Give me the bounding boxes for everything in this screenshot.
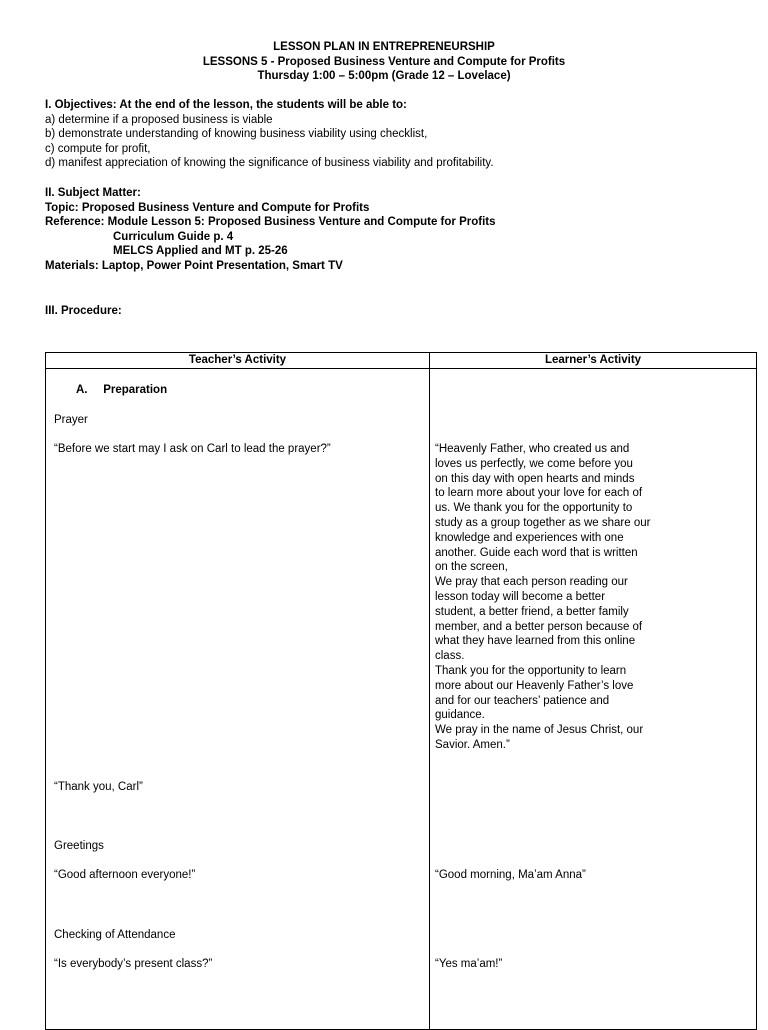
prayer-line: another. Guide each word that is written xyxy=(435,546,638,559)
table-header-row xyxy=(46,353,757,369)
teacher-activity-cell xyxy=(46,369,430,1030)
subject-matter-heading: II. Subject Matter: xyxy=(45,187,141,199)
prayer-line: member, and a better person because of xyxy=(435,620,643,633)
prayer-line: loves us perfectly, we come before you xyxy=(435,457,633,470)
prayer-line: what they have learned from this online xyxy=(435,635,636,648)
procedure-section xyxy=(45,304,735,319)
document-header xyxy=(0,40,768,84)
prayer-line: We pray in the name of Jesus Christ, our xyxy=(435,724,644,737)
objective-item: a) determine if a proposed business is viable xyxy=(45,113,273,126)
document-title: LESSON PLAN IN ENTREPRENEURSHIP xyxy=(273,41,495,53)
prayer-line: study as a group together as we share our xyxy=(435,516,651,529)
teacher-greeting: “Good afternoon everyone!” xyxy=(54,869,196,881)
lesson-title: LESSONS 5 - Proposed Business Venture and Compute for Profits xyxy=(202,55,566,68)
attendance-question: “Is everybody’s present class?” xyxy=(54,958,213,970)
attendance-label: Checking of Attendance xyxy=(54,929,176,941)
subject-materials: Materials: Laptop, Power Point Presentation, Smart TV xyxy=(45,259,343,272)
learner-activity-cell xyxy=(430,369,757,1030)
prayer-line: Thank you for the opportunity to learn xyxy=(435,664,627,677)
learner-prayer xyxy=(435,442,752,753)
prayer-line: us. We thank you for the opportunity to xyxy=(435,502,633,515)
prayer-line: on the screen, xyxy=(435,561,508,574)
prayer-line: and for our teachers’ patience and xyxy=(435,694,610,707)
prayer-line: more about our Heavenly Father’s love xyxy=(435,679,634,692)
prayer-line: on this day with open hearts and minds xyxy=(435,472,635,485)
prayer-line: Savior. Amen.” xyxy=(435,738,510,751)
learner-greeting-reply: “Good morning, Ma’am Anna” xyxy=(435,869,586,881)
prayer-line: to learn more about your love for each of xyxy=(435,487,643,500)
learner-attendance-reply: “Yes ma’am!” xyxy=(435,958,503,970)
prayer-line: “Heavenly Father, who created us and xyxy=(435,443,630,455)
section-letter: A. xyxy=(76,384,88,396)
objective-item: c) compute for profit, xyxy=(45,142,151,155)
prayer-line: We pray that each person reading our xyxy=(435,576,628,589)
learner-activity-header: Learner’s Activity xyxy=(430,353,757,369)
procedure-table xyxy=(45,352,757,1030)
table-row xyxy=(46,369,757,1030)
prayer-label: Prayer xyxy=(54,414,88,426)
subject-reference-curriculum: Curriculum Guide p. 4 xyxy=(113,230,234,243)
lesson-schedule: Thursday 1:00 – 5:00pm (Grade 12 – Lovelace) xyxy=(257,70,511,83)
prayer-line: student, a better friend, a better family xyxy=(435,605,629,618)
objective-item: b) demonstrate understanding of knowing business viability using checklist, xyxy=(45,128,428,141)
prayer-line: guidance. xyxy=(435,709,485,722)
prayer-line: class. xyxy=(435,650,465,663)
prayer-request: “Before we start may I ask on Carl to lead the prayer?” xyxy=(54,443,331,455)
objectives-section xyxy=(45,98,735,171)
thanks-text: “Thank you, Carl” xyxy=(54,781,143,793)
subject-reference: Reference: Module Lesson 5: Proposed Business Venture and Compute for Profits xyxy=(45,216,496,229)
prayer-line: lesson today will become a better xyxy=(435,590,606,603)
subject-reference-melcs: MELCS Applied and MT p. 25-26 xyxy=(113,245,288,258)
objectives-heading: I. Objectives: At the end of the lesson, the students will be able to: xyxy=(45,99,407,111)
objective-item: d) manifest appreciation of knowing the significance of business viability and profitability. xyxy=(45,157,494,170)
subject-matter-section xyxy=(45,186,735,274)
section-heading xyxy=(54,383,421,398)
teacher-activity-header: Teacher’s Activity xyxy=(46,353,430,369)
subject-topic: Topic: Proposed Business Venture and Compute for Profits xyxy=(45,201,370,214)
greetings-label: Greetings xyxy=(54,840,104,852)
prayer-line: knowledge and experiences with one xyxy=(435,531,624,544)
procedure-heading: III. Procedure: xyxy=(45,305,122,317)
section-title: Preparation xyxy=(103,384,168,396)
